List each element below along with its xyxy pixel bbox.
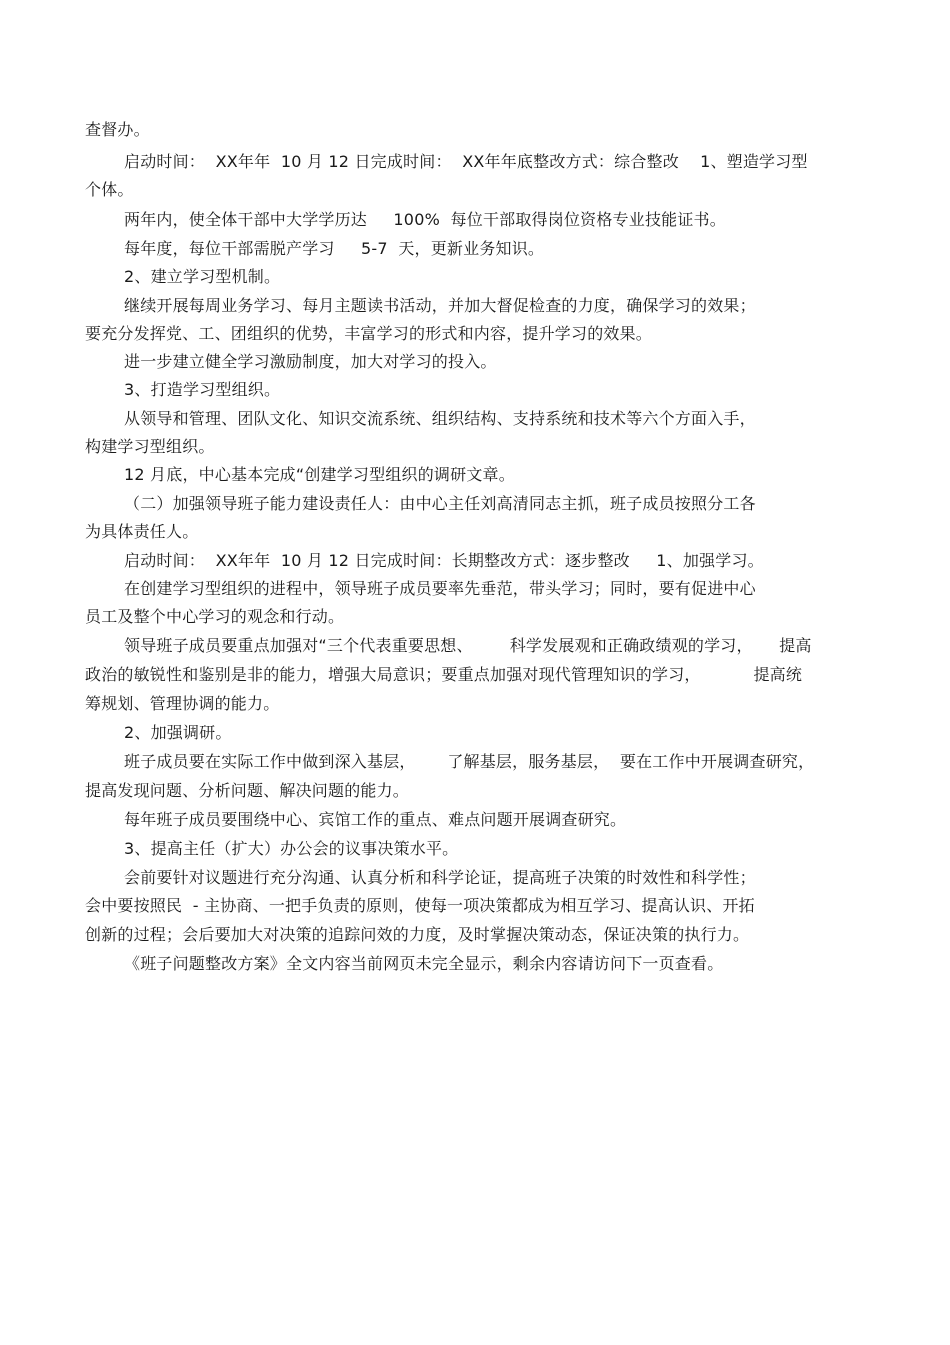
text-line: 启动时间： XX年年 10 月 12 日完成时间： XX年年底整改方式：综合整改 1、塑造学习型 — [124, 152, 808, 171]
text-line: 要充分发挥党、工、团组织的优势，丰富学习的形式和内容，提升学习的效果。 — [85, 324, 653, 343]
text-line: 《班子问题整改方案》全文内容当前网页未完全显示，剩余内容请访问下一页查看。 — [124, 954, 724, 973]
text-line: 两年内，使全体干部中大学学历达 100% 每位干部取得岗位资格专业技能证书。 — [124, 210, 726, 229]
text-line: 在创建学习型组织的进程中，领导班子成员要率先垂范，带头学习；同时，要有促进中心 — [124, 579, 756, 598]
text-line: 启动时间： XX年年 10 月 12 日完成时间：长期整改方式：逐步整改 1、加强学习。 — [124, 551, 764, 570]
text-line: 提高发现问题、分析问题、解决问题的能力。 — [85, 781, 410, 800]
text-line: 进一步建立健全学习激励制度，加大对学习的投入。 — [124, 352, 497, 371]
text-line: 政治的敏锐性和鉴别是非的能力，增强大局意识；要重点加强对现代管理知识的学习， 提高统 — [85, 665, 803, 684]
text-line: 从领导和管理、团队文化、知识交流系统、组织结构、支持系统和技术等六个方面入手， — [124, 409, 756, 428]
text-line: 为具体责任人。 — [85, 522, 199, 541]
text-line: 创新的过程；会后要加大对决策的追踪问效的力度，及时掌握决策动态，保证决策的执行力。 — [85, 925, 750, 944]
text-line: 领导班子成员要重点加强对“三个代表重要思想、 科学发展观和正确政绩观的学习， 提高 — [124, 636, 812, 655]
text-line: 2、建立学习型机制。 — [124, 267, 281, 286]
text-line: 会中要按照民 - 主协商、一把手负责的原则，使每一项决策都成为相互学习、提高认识、开拓 — [85, 896, 755, 915]
text-line: 构建学习型组织。 — [85, 437, 215, 456]
text-line: 12 月底，中心基本完成“创建学习型组织的调研文章。 — [124, 465, 515, 484]
text-line: 查督办。 — [85, 120, 150, 139]
text-line: 个体。 — [85, 180, 134, 199]
text-line: 2、加强调研。 — [124, 723, 232, 742]
text-line: 员工及整个中心学习的观念和行动。 — [85, 607, 345, 626]
text-line: 继续开展每周业务学习、每月主题读书活动，并加大督促检查的力度，确保学习的效果； — [124, 296, 756, 315]
text-line: 每年班子成员要围绕中心、宾馆工作的重点、难点问题开展调查研究。 — [124, 810, 627, 829]
text-line: （二）加强领导班子能力建设责任人：由中心主任刘高清同志主抓，班子成员按照分工各 — [124, 494, 756, 513]
text-line: 筹规划、管理协调的能力。 — [85, 694, 280, 713]
text-line: 每年度，每位干部需脱产学习 5-7 天，更新业务知识。 — [124, 239, 545, 258]
text-line: 3、打造学习型组织。 — [124, 380, 281, 399]
text-line: 会前要针对议题进行充分沟通、认真分析和科学论证，提高班子决策的时效性和科学性； — [124, 868, 756, 887]
text-line: 班子成员要在实际工作中做到深入基层， 了解基层，服务基层， 要在工作中开展调查研究， — [124, 752, 815, 771]
text-line: 3、提高主任（扩大）办公会的议事决策水平。 — [124, 839, 459, 858]
